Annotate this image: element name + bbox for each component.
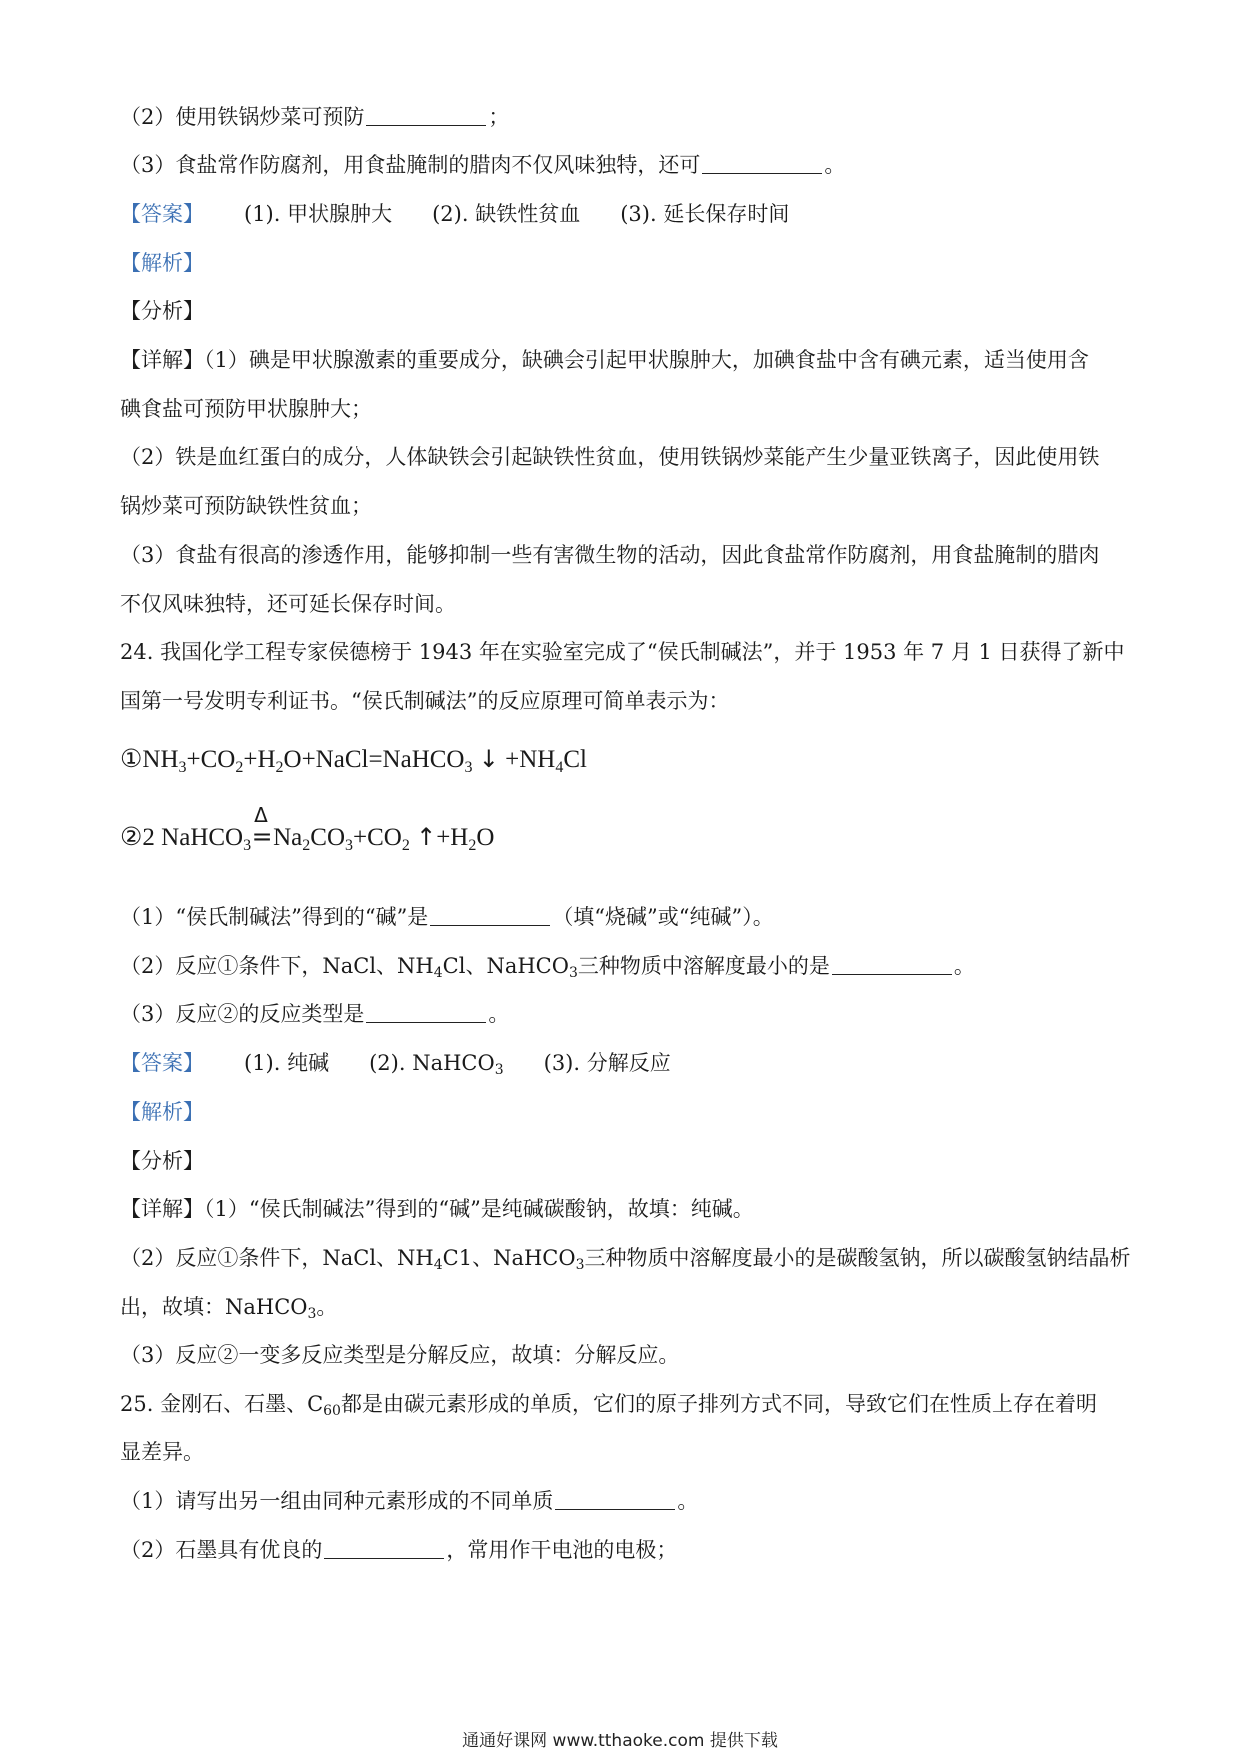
q23-detail-2b: 锅炒菜可预防缺铁性贫血； [120, 494, 372, 518]
q25-stem-2: 显差异。 [120, 1440, 204, 1464]
detail-tag: 【详解】 [120, 1197, 204, 1221]
q25-stem-1: 25. 金刚石、石墨、$C_{60}$都是由碳元素形成的单质，它们的原子排列方式不同，导致它们在性质上存在着明 [120, 1392, 1097, 1419]
q23-part2: （2）使用铁锅炒菜可预防 ； [120, 105, 510, 129]
q24-detail-3: （3）反应②一变多反应类型是分解反应，故填：分解反应。 [120, 1343, 680, 1367]
q23-fenxi-tag: 【分析】 [120, 299, 204, 323]
q25-part2: （2）石墨具有优良的 ，常用作干电池的电极； [120, 1538, 678, 1562]
gas-arrow-icon: ↑ [416, 823, 437, 851]
q24-stem-1: 24. 我国化学工程专家侯德榜于 1943 年在实验室完成了“侯氏制碱法”，并于 1953 年 7 月 1 日获得了新中 [120, 640, 1125, 664]
answer-blank [702, 153, 822, 174]
answer-blank [555, 1489, 675, 1510]
answer-blank [324, 1538, 444, 1559]
q23-detail-1a: 【详解】（1）碘是甲状腺激素的重要成分，缺碘会引起甲状腺肿大，加碘食盐中含有碘元素，适当使用含 [120, 348, 1089, 372]
q23-answer: 【答案】 (1). 甲状腺肿大 (2). 缺铁性贫血 (3). 延长保存时间 [120, 202, 790, 226]
answer-blank [430, 905, 550, 926]
q24-equation-2: ②2 NaHCO$_3$ Δ $=Na_2CO_3+CO_2$ $↑+H_2O$ [120, 822, 494, 853]
answer-blank [832, 954, 952, 975]
heat-delta-icon: Δ [254, 803, 268, 827]
q24-part1: （1）“侯氏制碱法”得到的“碱”是 （填“烧碱”或“纯碱”）。 [120, 905, 774, 929]
q23-detail-2a: （2）铁是血红蛋白的成分，人体缺铁会引起缺铁性贫血，使用铁锅炒菜能产生少量亚铁离子，因此使用铁 [120, 445, 1100, 469]
q24-fenxi-tag: 【分析】 [120, 1149, 204, 1173]
answer-tag: 【答案】 [120, 1051, 204, 1075]
q24-answer: 【答案】 (1). 纯碱 (2). NaHCO$_3$ (3). 分解反应 [120, 1051, 671, 1078]
detail-tag: 【详解】 [120, 348, 204, 372]
q23-detail-3b: 不仅风味独特，还可延长保存时间。 [120, 592, 456, 616]
q24-part2: （2）反应①条件下，NaCl、$NH_4Cl$、NaHCO$_3$三种物质中溶解度最小的是 。 [120, 954, 975, 981]
q23-part3: （3）食盐常作防腐剂，用食盐腌制的腊肉不仅风味独特，还可 。 [120, 153, 846, 177]
q25-part1: （1）请写出另一组由同种元素形成的不同单质 。 [120, 1489, 699, 1513]
q23-detail-1b: 碘食盐可预防甲状腺肿大； [120, 397, 372, 421]
precipitate-arrow-icon: ↓ [478, 745, 499, 773]
page-footer: 通通好课网 www.tthaoke.com 提供下载 [462, 1731, 778, 1751]
answer-tag: 【答案】 [120, 202, 204, 226]
heat-condition: Δ = [251, 822, 273, 853]
q23-detail-3a: （3）食盐有很高的渗透作用，能够抑制一些有害微生物的活动，因此食盐常作防腐剂，用食盐腌制的腊肉 [120, 543, 1100, 567]
q23-jiexi-tag: 【解析】 [120, 251, 204, 275]
q24-part3: （3）反应②的反应类型是 。 [120, 1002, 510, 1026]
q24-jiexi-tag: 【解析】 [120, 1100, 204, 1124]
answer-blank [366, 105, 486, 126]
q24-detail-2a: （2）反应①条件下，NaCl、$NH_4C1$、NaHCO$_3$三种物质中溶解度最小的是碳酸氢钠，所以碳酸氢钠结晶析 [120, 1246, 1131, 1273]
q24-detail-1: 【详解】（1）“侯氏制碱法”得到的“碱”是纯碱碳酸钠，故填：纯碱。 [120, 1197, 754, 1221]
q24-detail-2b: 出，故填：NaHCO$_3$。 [120, 1295, 338, 1322]
q24-equation-1: $①NH_3+CO_2+H_2O+NaCl=NaHCO_3$ ↓ $+NH_4Cl$ [120, 745, 587, 776]
answer-blank [366, 1002, 486, 1023]
q24-stem-2: 国第一号发明专利证书。“侯氏制碱法”的反应原理可简单表示为： [120, 689, 730, 713]
